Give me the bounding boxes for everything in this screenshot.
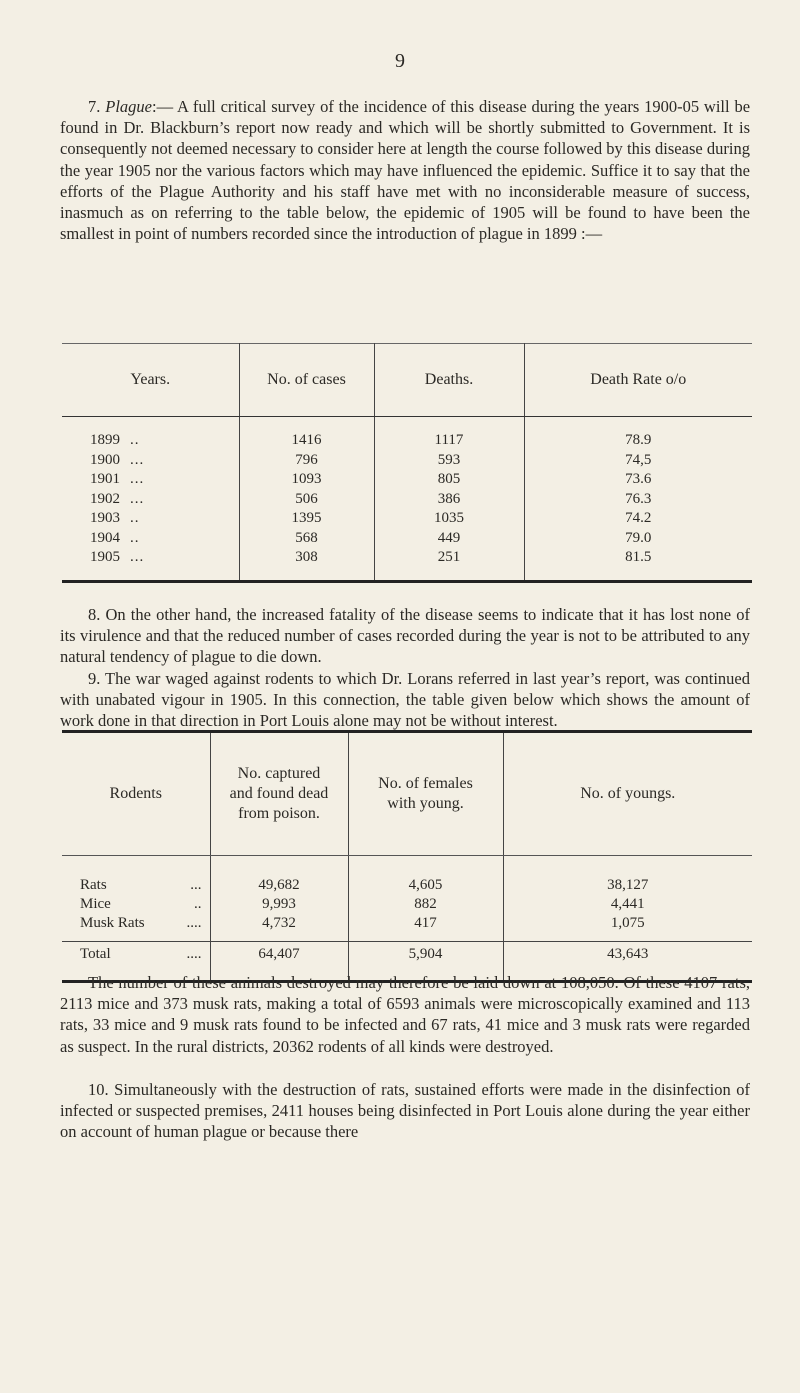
header-years: Years. <box>62 344 239 417</box>
header-youngs: No. of youngs. <box>503 732 752 856</box>
leader-dots: ... <box>190 877 202 893</box>
youngs-cell: 38,127 <box>503 856 752 896</box>
total-females: 5,904 <box>348 942 503 982</box>
paragraph-7-heading: Plague <box>105 97 152 116</box>
leader-dots: .. <box>194 896 202 912</box>
leader-dots: .. <box>130 510 140 527</box>
rodent-label: Rats <box>80 877 107 893</box>
youngs-cell: 4,441 <box>503 895 752 914</box>
rate-cell: 81.5 <box>524 548 752 581</box>
rodent-label: Mice <box>80 896 111 912</box>
cases-cell: 1395 <box>239 509 374 529</box>
females-cell: 417 <box>348 914 503 942</box>
paragraph-rodent-summary: The number of these animals destroyed may therefore be laid down at 108,050. Of these 4107 rats, 2113 mice and 373 musk rats, making a total of 6593 animals were microscopically examined and 113 rats, 33 mice and 9 musk rats found to be infected and 67 rats, 41 mice and 3 musk rats were regarded as suspect. In the rural districts, 20362 rodents of all kinds were destroyed. <box>60 973 750 1056</box>
header-captured: No. captured and found dead from poison. <box>210 732 348 856</box>
year-cell: 1905 <box>90 549 120 566</box>
header-females: No. of females with young. <box>348 732 503 856</box>
cases-cell: 796 <box>239 451 374 471</box>
table-row <box>62 529 752 549</box>
year-cell: 1903 <box>90 510 120 527</box>
table-row <box>62 490 752 510</box>
cases-cell: 308 <box>239 548 374 581</box>
table-row <box>62 895 752 914</box>
plague-table-header-row <box>62 344 752 417</box>
header-deaths: Deaths. <box>374 344 524 417</box>
paragraph-9: 9. The war waged against rodents to which Dr. Lorans referred in last year’s report, was continued with unabated vigour in 1905. In this connection, the table given below which shows the amount of work done in that direction in Port Louis alone may not be without interest. <box>60 669 750 731</box>
deaths-cell: 593 <box>374 451 524 471</box>
paragraph-7 <box>60 96 750 244</box>
captured-cell: 49,682 <box>210 856 348 896</box>
table-row <box>62 470 752 490</box>
total-youngs: 43,643 <box>503 942 752 982</box>
year-cell: 1902 <box>90 490 120 507</box>
leader-dots: ... <box>130 549 145 566</box>
year-cell: 1899 <box>90 432 120 449</box>
rate-cell: 74.2 <box>524 509 752 529</box>
year-cell: 1901 <box>90 471 120 488</box>
deaths-cell: 251 <box>374 548 524 581</box>
deaths-cell: 1035 <box>374 509 524 529</box>
header-rodents: Rodents <box>62 732 210 856</box>
females-cell: 882 <box>348 895 503 914</box>
rate-cell: 78.9 <box>524 417 752 451</box>
leader-dots: .... <box>186 946 202 962</box>
rodent-table <box>62 730 752 983</box>
rate-cell: 79.0 <box>524 529 752 549</box>
table-row <box>62 856 752 896</box>
table-row <box>62 509 752 529</box>
cases-cell: 568 <box>239 529 374 549</box>
paragraph-8: 8. On the other hand, the increased fatality of the disease seems to indicate that it has lost none of its virulence and that the reduced number of cases recorded during the year is not to be attributed to any natural tendency of plague to die down. <box>60 605 750 667</box>
leader-dots: ... <box>130 490 145 507</box>
deaths-cell: 805 <box>374 470 524 490</box>
deaths-cell: 386 <box>374 490 524 510</box>
leader-dots: .... <box>186 915 202 931</box>
paragraph-7-text: :— A full critical survey of the incidence of this disease during the years 1900-05 will be found in Dr. Blackburn’s report now ready and which will be shortly submitted to Government. It is consequently not deemed necessary to consider here at length the course followed by this disease during the year 1905 nor the various factors which may have influenced the epidemic. Suffice it to say that the efforts of the Plague Authority and his staff have met with no inconsiderable measure of success, inasmuch as on referring to the table below, the epidemic of 1905 will be found to have been the smallest in point of numbers recorded since the introduction of plague in 1899 :— <box>60 97 751 244</box>
page-number: 9 <box>395 50 405 72</box>
leader-dots: ... <box>130 451 145 468</box>
rate-cell: 76.3 <box>524 490 752 510</box>
cases-cell: 506 <box>239 490 374 510</box>
plague-table <box>62 343 752 583</box>
table-row <box>62 417 752 451</box>
captured-cell: 4,732 <box>210 914 348 942</box>
table-row <box>62 914 752 942</box>
cases-cell: 1093 <box>239 470 374 490</box>
leader-dots: .. <box>130 529 140 546</box>
deaths-cell: 1117 <box>374 417 524 451</box>
header-death-rate: Death Rate o/o <box>524 344 752 417</box>
table-row <box>62 548 752 581</box>
total-captured: 64,407 <box>210 942 348 982</box>
youngs-cell: 1,075 <box>503 914 752 942</box>
cases-cell: 1416 <box>239 417 374 451</box>
total-label: Total <box>80 946 111 962</box>
captured-cell: 9,993 <box>210 895 348 914</box>
header-cases: No. of cases <box>239 344 374 417</box>
rodent-table-header-row <box>62 732 752 856</box>
rate-cell: 74,5 <box>524 451 752 471</box>
leader-dots: .. <box>130 432 140 449</box>
rate-cell: 73.6 <box>524 470 752 490</box>
females-cell: 4,605 <box>348 856 503 896</box>
paragraph-7-number: 7. <box>88 97 101 116</box>
deaths-cell: 449 <box>374 529 524 549</box>
table-row <box>62 451 752 471</box>
rodent-label: Musk Rats <box>80 915 145 931</box>
year-cell: 1900 <box>90 451 120 468</box>
paragraph-10: 10. Simultaneously with the destruction of rats, sustained efforts were made in the disinfection of infected or suspected premises, 2411 houses being disinfected in Port Louis alone during the year either on account of human plague or because there <box>60 1080 750 1142</box>
year-cell: 1904 <box>90 529 120 546</box>
leader-dots: ... <box>130 471 145 488</box>
